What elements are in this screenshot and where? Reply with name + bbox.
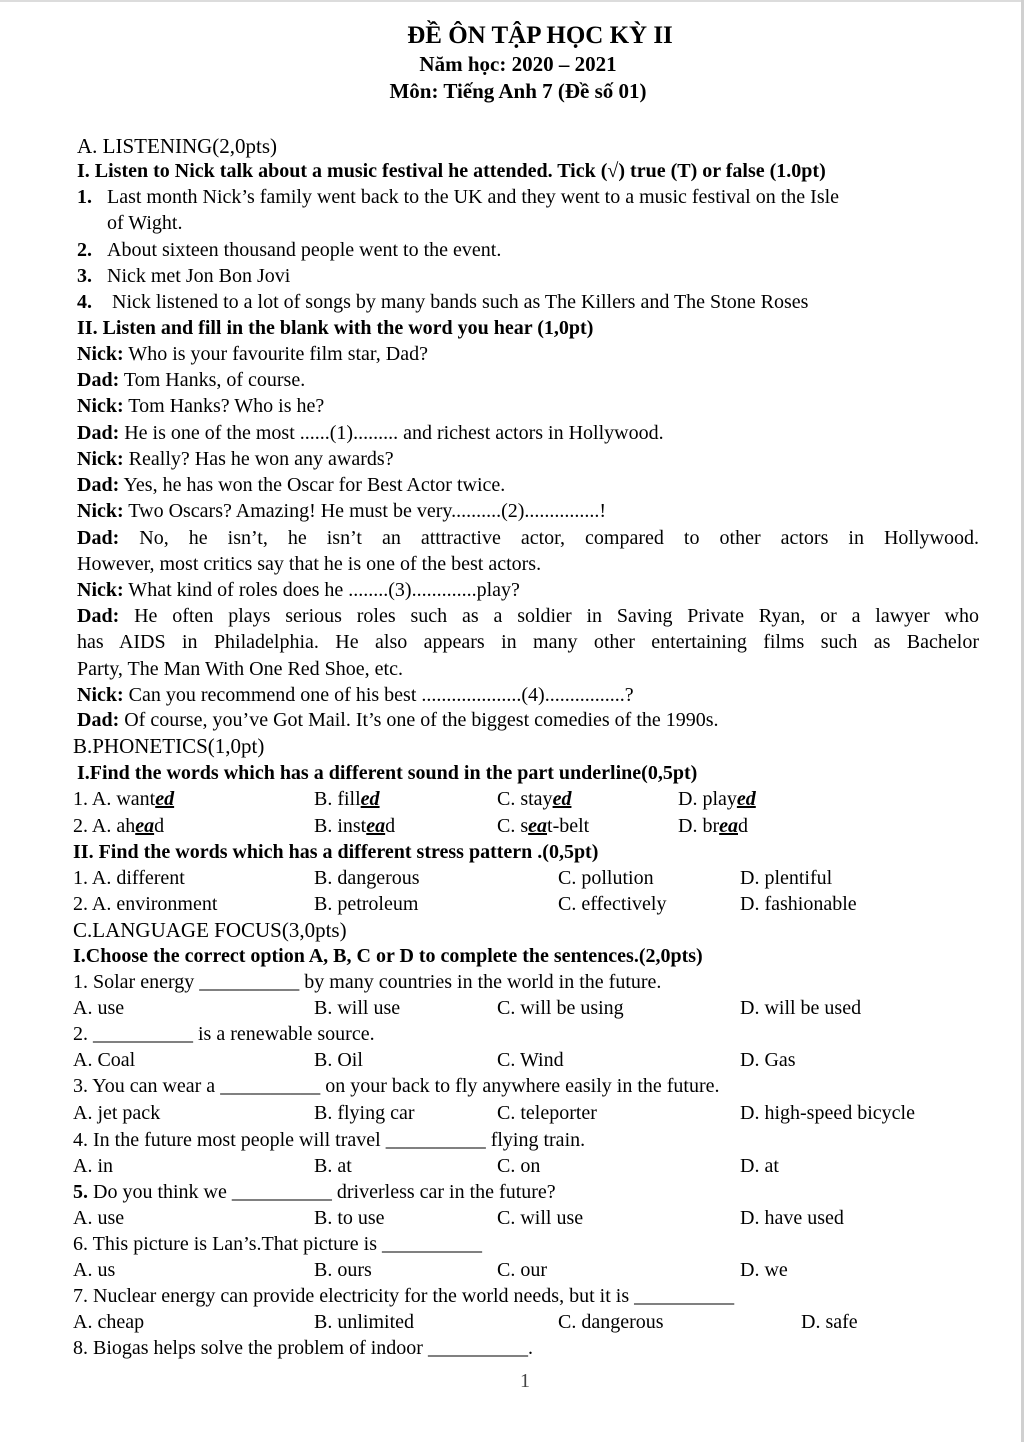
q1-option-b: B. will use xyxy=(314,997,401,1019)
stress-row1-option-c: C. pollution xyxy=(558,867,654,889)
listening-item-4 xyxy=(77,290,808,314)
q4-option-c: C. on xyxy=(497,1155,541,1177)
question-3: 3. You can wear a __________ on your back to fly anywhere easily in the future. xyxy=(73,1075,720,1097)
dialogue-text: He is one of the most ......(1)......... and richest actors in Hollywood. xyxy=(119,422,664,444)
sound-row2-option-d xyxy=(678,814,748,838)
underlined-part: ea xyxy=(135,815,155,837)
question-5 xyxy=(73,1180,556,1204)
speaker: Dad: xyxy=(77,422,120,444)
q4-option-d: D. at xyxy=(740,1155,779,1177)
dialogue-line xyxy=(77,368,305,392)
listening-item-1-cont: of Wight. xyxy=(107,212,183,234)
option-text: B. fill xyxy=(314,788,361,810)
q2-option-b: B. Oil xyxy=(314,1049,363,1071)
dialogue-line xyxy=(77,708,719,732)
stress-row2-option-c: C. effectively xyxy=(558,893,667,915)
dialogue-line xyxy=(77,342,428,366)
dialogue-text: What kind of roles does he ........(3).............play? xyxy=(123,579,520,601)
item-text: Nick listened to a lot of songs by many bands such as The Killers and The Stone Roses xyxy=(107,291,809,313)
page-top-edge xyxy=(0,0,1024,2)
option-text: 2. A. ah xyxy=(73,815,136,837)
subject-line: Môn: Tiếng Anh 7 (Đề số 01) xyxy=(389,79,647,103)
dialogue-line xyxy=(77,526,979,550)
q5-option-a: A. use xyxy=(73,1207,125,1229)
q4-option-b: B. at xyxy=(314,1155,352,1177)
listening-part1-title: I. Listen to Nick talk about a music festival he attended. Tick (√) true (T) or false (1.0pt) xyxy=(77,160,826,182)
phonetics-part1-title: I.Find the words which has a different sound in the part underline(0,5pt) xyxy=(77,762,698,784)
dialogue-line xyxy=(77,499,606,523)
option-text: 1. A. want xyxy=(73,788,156,810)
option-text: d xyxy=(154,815,165,837)
speaker: Dad: xyxy=(77,709,120,731)
q2-option-a: A. Coal xyxy=(73,1049,136,1071)
q7-option-d: D. safe xyxy=(801,1311,858,1333)
item-number: 1. xyxy=(77,186,92,208)
sound-row1-option-d xyxy=(678,787,756,811)
q2-option-d: D. Gas xyxy=(740,1049,796,1071)
item-number: 4. xyxy=(77,291,92,313)
dialogue-line-cont: has AIDS in Philadelphia. He also appears in many other entertaining films such as Bachelor xyxy=(77,631,979,653)
section-listening-heading: A. LISTENING(2,0pts) xyxy=(77,134,278,158)
q1-option-a: A. use xyxy=(73,997,125,1019)
dialogue-line xyxy=(77,604,979,628)
speaker: Nick: xyxy=(77,448,124,470)
speaker: Nick: xyxy=(77,500,124,522)
speaker: Nick: xyxy=(77,579,124,601)
question-1: 1. Solar energy __________ by many countries in the world in the future. xyxy=(73,971,662,993)
dialogue-line xyxy=(77,447,394,471)
dialogue-line xyxy=(77,683,634,707)
speaker: Dad: xyxy=(77,605,120,627)
q1-option-d: D. will be used xyxy=(740,997,862,1019)
speaker: Dad: xyxy=(77,474,120,496)
option-text: C. stay xyxy=(497,788,553,810)
q4-option-a: A. in xyxy=(73,1155,113,1177)
option-text: C. s xyxy=(497,815,529,837)
section-language-heading: C.LANGUAGE FOCUS(3,0pts) xyxy=(73,918,347,942)
speaker: Dad: xyxy=(77,369,120,391)
option-text: d xyxy=(738,815,748,837)
underlined-part: ea xyxy=(366,815,386,837)
school-year: Năm học: 2020 – 2021 xyxy=(419,52,617,76)
dialogue-text: Yes, he has won the Oscar for Best Actor twice. xyxy=(119,474,506,496)
dialogue-text: He often plays serious roles such as a soldier in Saving Private Ryan, or a lawyer who xyxy=(119,605,979,627)
listening-item-2 xyxy=(77,238,501,262)
underlined-part: ea xyxy=(719,815,738,837)
q6-option-b: B. ours xyxy=(314,1259,372,1281)
q2-option-c: C. Wind xyxy=(497,1049,564,1071)
q7-option-c: C. dangerous xyxy=(558,1311,664,1333)
stress-row1-option-b: B. dangerous xyxy=(314,867,420,889)
dialogue-text: No, he isn’t, he isn’t an atttractive actor, compared to other actors in Hollywood. xyxy=(119,527,979,549)
q7-option-b: B. unlimited xyxy=(314,1311,414,1333)
option-text: d xyxy=(385,815,396,837)
stress-row2-option-a: 2. A. environment xyxy=(73,893,218,915)
phonetics-part2-title: II. Find the words which has a different stress pattern .(0,5pt) xyxy=(73,841,599,863)
q7-option-a: A. cheap xyxy=(73,1311,145,1333)
q6-option-c: C. our xyxy=(497,1259,547,1281)
item-text: About sixteen thousand people went to the event. xyxy=(107,239,502,261)
dialogue-text: Who is your favourite film star, Dad? xyxy=(123,343,428,365)
sound-row2-option-b xyxy=(314,814,395,838)
dialogue-line-cont: Party, The Man With One Red Shoe, etc. xyxy=(77,658,403,680)
q1-option-c: C. will be using xyxy=(497,997,624,1019)
underlined-part: ed xyxy=(360,788,380,810)
q3-option-d: D. high-speed bicycle xyxy=(740,1102,915,1124)
dialogue-text: Really? Has he won any awards? xyxy=(123,448,394,470)
exam-title: ĐỀ ÔN TẬP HỌC KỲ II xyxy=(407,22,673,49)
dialogue-text: Tom Hanks? Who is he? xyxy=(123,395,325,417)
q5-option-b: B. to use xyxy=(314,1207,385,1229)
item-text: Nick met Jon Bon Jovi xyxy=(107,265,291,287)
underlined-part: ed xyxy=(552,788,572,810)
underlined-part: ed xyxy=(155,788,175,810)
question-6: 6. This picture is Lan’s.That picture is __________ xyxy=(73,1233,483,1255)
stress-row2-option-d: D. fashionable xyxy=(740,893,857,915)
item-number: 3. xyxy=(77,265,92,287)
sound-row1-option-b xyxy=(314,787,380,811)
speaker: Nick: xyxy=(77,343,124,365)
q6-option-a: A. us xyxy=(73,1259,116,1281)
dialogue-line xyxy=(77,473,505,497)
stress-row1-option-d: D. plentiful xyxy=(740,867,833,889)
question-8: 8. Biogas helps solve the problem of indoor __________. xyxy=(73,1337,533,1359)
stress-row1-option-a: 1. A. different xyxy=(73,867,185,889)
underlined-part: ea xyxy=(528,815,548,837)
question-number: 5. xyxy=(73,1181,88,1203)
dialogue-line-cont: However, most critics say that he is one of the best actors. xyxy=(77,553,542,575)
section-phonetics-heading: B.PHONETICS(1,0pt) xyxy=(73,734,265,758)
page-number: 1 xyxy=(520,1370,530,1392)
option-text: D. br xyxy=(678,815,720,837)
item-number: 2. xyxy=(77,239,92,261)
q3-option-b: B. flying car xyxy=(314,1102,415,1124)
q5-option-c: C. will use xyxy=(497,1207,584,1229)
dialogue-text: Can you recommend one of his best ....................(4)................? xyxy=(123,684,634,706)
dialogue-line xyxy=(77,578,520,602)
sound-row1-option-a xyxy=(73,787,174,811)
dialogue-text: Tom Hanks, of course. xyxy=(119,369,306,391)
speaker: Dad: xyxy=(77,527,120,549)
dialogue-text: Two Oscars? Amazing! He must be very..........(2)...............! xyxy=(123,500,607,522)
listening-item-1 xyxy=(77,185,839,209)
item-text: Last month Nick’s family went back to the UK and they went to a music festival on the Isle xyxy=(107,186,840,208)
listening-item-3 xyxy=(77,264,290,288)
question-7: 7. Nuclear energy can provide electricity for the world needs, but it is __________ xyxy=(73,1285,735,1307)
option-text: t-belt xyxy=(547,815,590,837)
question-text: Do you think we __________ driverless car in the future? xyxy=(88,1181,556,1203)
dialogue-line xyxy=(77,421,664,445)
q3-option-a: A. jet pack xyxy=(73,1102,161,1124)
option-text: D. play xyxy=(678,788,737,810)
dialogue-line xyxy=(77,394,324,418)
speaker: Nick: xyxy=(77,684,124,706)
listening-part2-title: II. Listen and fill in the blank with the word you hear (1,0pt) xyxy=(77,317,594,339)
dialogue-text: Of course, you’ve Got Mail. It’s one of the biggest comedies of the 1990s. xyxy=(119,709,719,731)
option-text: B. inst xyxy=(314,815,367,837)
q3-option-c: C. teleporter xyxy=(497,1102,597,1124)
sound-row2-option-c xyxy=(497,814,589,838)
sound-row2-option-a xyxy=(73,814,164,838)
question-4: 4. In the future most people will travel __________ flying train. xyxy=(73,1129,586,1151)
stress-row2-option-b: B. petroleum xyxy=(314,893,419,915)
q6-option-d: D. we xyxy=(740,1259,788,1281)
sound-row1-option-c xyxy=(497,787,571,811)
speaker: Nick: xyxy=(77,395,124,417)
question-2: 2. __________ is a renewable source. xyxy=(73,1023,375,1045)
underlined-part: ed xyxy=(736,788,756,810)
language-part1-title: I.Choose the correct option A, B, C or D to complete the sentences.(2,0pts) xyxy=(73,945,703,967)
q5-option-d: D. have used xyxy=(740,1207,844,1229)
